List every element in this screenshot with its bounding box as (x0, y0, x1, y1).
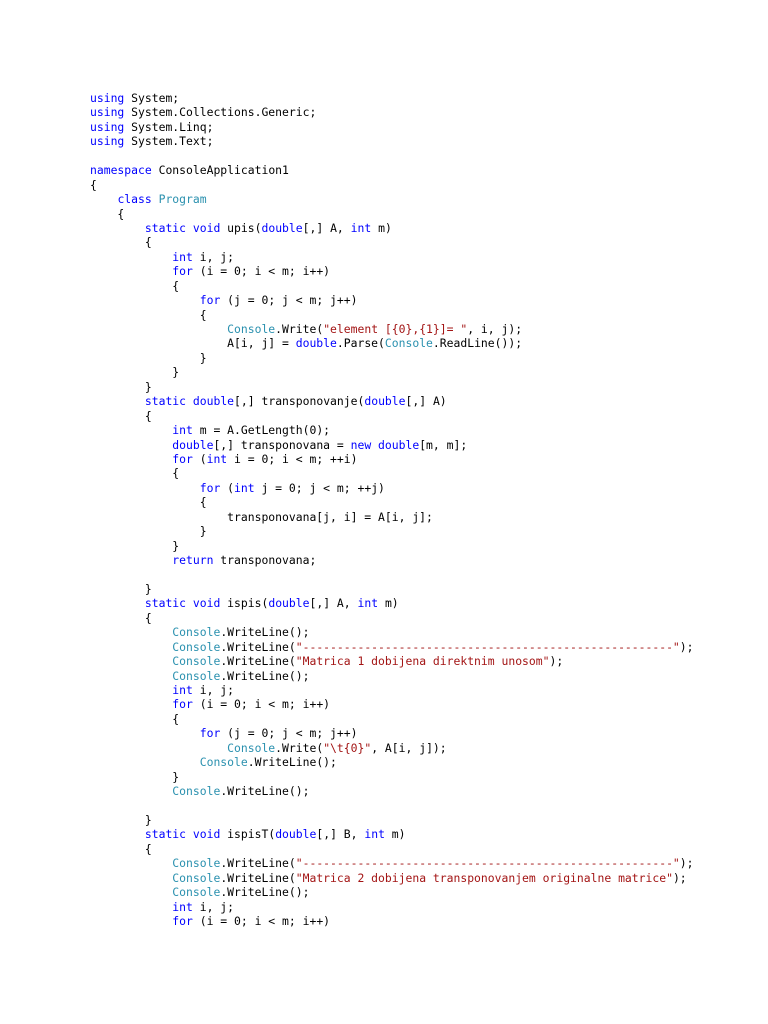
code-token (90, 596, 145, 610)
code-token (90, 784, 172, 798)
code-line (90, 654, 694, 668)
code-line (90, 813, 694, 827)
code-token: .WriteLine( (220, 654, 296, 669)
code-token: { (90, 177, 97, 192)
code-token: (i = 0; i < m; i++) (192, 913, 331, 928)
code-line (90, 409, 694, 423)
code-token: } (90, 581, 152, 596)
code-token: [,] A, (302, 220, 351, 235)
code-line (90, 279, 694, 293)
code-line (90, 640, 694, 654)
code-line (90, 336, 694, 350)
code-line (90, 495, 694, 509)
code-line (90, 423, 694, 437)
code-token (90, 640, 172, 654)
code-token: [,] A) (405, 394, 447, 409)
code-line (90, 163, 694, 177)
keyword-token: int (206, 451, 228, 466)
code-token (90, 683, 172, 697)
code-token: ConsoleApplication1 (151, 163, 289, 178)
code-token: .WriteLine(); (220, 625, 310, 640)
code-token: (j = 0; j < m; j++) (220, 293, 358, 308)
code-token: .Write( (275, 740, 324, 755)
keyword-token: double (261, 220, 303, 235)
type-token: Console (172, 870, 221, 885)
code-token (90, 827, 145, 841)
code-listing (90, 91, 694, 928)
keyword-token: static (144, 827, 187, 842)
code-token (90, 481, 200, 495)
code-line (90, 351, 694, 365)
code-token: System.Text; (124, 134, 214, 149)
code-token (90, 669, 172, 683)
keyword-token: static (144, 220, 187, 235)
code-token: , A[i, j]); (371, 740, 447, 755)
code-line (90, 596, 694, 610)
code-token (90, 221, 145, 235)
code-token (90, 697, 172, 711)
code-token: } (90, 538, 180, 553)
code-token (90, 192, 117, 206)
code-line (90, 553, 694, 567)
keyword-token: double (172, 437, 214, 452)
string-token: "Matrica 2 dobijena transponovanjem originalne matrice" (295, 870, 673, 885)
code-token: { (90, 235, 152, 250)
string-token: "\t{0}" (323, 740, 372, 755)
code-token: .Parse( (336, 336, 385, 351)
code-line (90, 625, 694, 639)
code-token (186, 394, 193, 408)
keyword-token: static (144, 596, 187, 611)
code-token: { (90, 841, 152, 856)
code-token (186, 221, 193, 235)
code-token (90, 452, 172, 466)
type-token: Console (227, 322, 276, 336)
code-token: (i = 0; i < m; i++) (192, 264, 331, 279)
code-token: m = A.GetLength(0); (192, 423, 331, 438)
code-token (90, 423, 172, 437)
code-line (90, 885, 694, 899)
code-token: ( (220, 480, 235, 495)
keyword-token: for (199, 293, 221, 308)
code-line (90, 452, 694, 466)
type-token: Console (172, 639, 221, 654)
keyword-token: static (144, 394, 187, 409)
code-line (90, 741, 694, 755)
code-token: } (90, 350, 207, 365)
code-token: .WriteLine(); (247, 755, 337, 770)
code-token (152, 192, 159, 206)
keyword-token: int (172, 682, 193, 697)
code-token (90, 871, 172, 885)
code-token (90, 250, 172, 264)
code-token: } (90, 812, 152, 827)
code-token: i = 0; i < m; ++i) (227, 451, 358, 466)
keyword-token: int (357, 596, 379, 611)
code-token: .WriteLine( (220, 639, 296, 654)
code-token: [,] A, (309, 596, 358, 611)
code-token: .WriteLine(); (220, 784, 310, 798)
code-line (90, 914, 694, 928)
code-line (90, 120, 694, 134)
code-line (90, 394, 694, 408)
code-token: } (90, 379, 152, 394)
keyword-token: double (268, 596, 310, 611)
code-token: ); (549, 654, 564, 669)
type-token: Program (158, 192, 207, 207)
type-token: Console (199, 755, 248, 770)
keyword-token: double (364, 394, 406, 409)
code-token: } (90, 365, 180, 380)
code-token: ( (192, 451, 207, 466)
code-token: { (90, 466, 180, 481)
code-token: .WriteLine( (220, 856, 296, 871)
code-line (90, 567, 694, 581)
keyword-token: double (275, 827, 317, 842)
code-token (90, 625, 172, 639)
code-line (90, 91, 694, 105)
keyword-token: int (364, 827, 385, 842)
code-token (90, 914, 172, 928)
code-line (90, 726, 694, 740)
code-token (90, 741, 227, 755)
keyword-token: for (172, 264, 193, 279)
code-line (90, 669, 694, 683)
type-token: Console (384, 336, 433, 351)
code-line (90, 842, 694, 856)
keyword-token: new (350, 437, 372, 452)
code-line (90, 192, 694, 206)
code-line (90, 856, 694, 870)
code-line (90, 250, 694, 264)
code-line (90, 264, 694, 278)
keyword-token: void (192, 220, 221, 235)
code-line (90, 539, 694, 553)
type-token: Console (172, 654, 221, 669)
code-line (90, 755, 694, 769)
code-token: (i = 0; i < m; i++) (192, 697, 331, 712)
code-token: (j = 0; j < m; j++) (220, 726, 358, 741)
code-token (90, 885, 172, 899)
code-line (90, 207, 694, 221)
keyword-token: for (172, 451, 193, 466)
code-token (90, 553, 172, 567)
keyword-token: using (90, 91, 125, 105)
code-token: { (90, 495, 207, 510)
code-token: [,] transponovana = (213, 437, 351, 452)
code-token: m) (378, 596, 399, 611)
code-token: ispis( (220, 596, 269, 611)
code-token: j = 0; j < m; ++j) (254, 480, 385, 495)
keyword-token: for (172, 913, 193, 928)
code-token: m) (384, 827, 406, 842)
code-token (186, 827, 193, 841)
string-token: "------------------------------------------------------" (295, 639, 680, 654)
code-token (90, 394, 145, 408)
code-line (90, 105, 694, 119)
code-line (90, 293, 694, 307)
code-token (90, 438, 172, 452)
code-line (90, 524, 694, 538)
code-token: i, j; (192, 682, 235, 697)
code-line (90, 235, 694, 249)
keyword-token: int (234, 480, 255, 495)
keyword-token: return (172, 553, 214, 567)
code-token (90, 726, 200, 740)
code-line (90, 510, 694, 524)
code-token (90, 293, 200, 307)
keyword-token: int (350, 220, 372, 235)
keyword-token: namespace (90, 163, 152, 178)
code-line (90, 798, 694, 812)
code-token: ); (672, 870, 687, 885)
code-line (90, 365, 694, 379)
code-token: { (90, 408, 152, 423)
code-line (90, 712, 694, 726)
type-token: Console (172, 625, 221, 640)
code-token (90, 322, 227, 336)
keyword-token: double (192, 394, 235, 409)
code-token: , i, j); (467, 322, 523, 336)
code-token: [m, m]; (419, 437, 468, 452)
code-line (90, 178, 694, 192)
code-line (90, 582, 694, 596)
code-token: .WriteLine(); (220, 668, 310, 683)
code-token: transponovana; (213, 553, 317, 567)
code-token: System; (124, 91, 180, 105)
keyword-token: void (192, 596, 221, 611)
code-token: { (90, 206, 125, 221)
code-token: { (90, 610, 152, 625)
code-token: ispisT( (220, 827, 276, 842)
code-token (90, 264, 172, 278)
code-line (90, 697, 694, 711)
code-token: .ReadLine()); (432, 336, 523, 351)
keyword-token: int (172, 899, 193, 914)
code-line (90, 827, 694, 841)
code-token: { (90, 278, 180, 293)
keyword-token: int (172, 249, 193, 264)
keyword-token: for (199, 480, 221, 495)
code-line (90, 221, 694, 235)
code-token: A[i, j] = (90, 336, 296, 351)
keyword-token: void (192, 827, 221, 842)
code-line (90, 322, 694, 336)
code-token: System.Linq; (124, 119, 214, 134)
keyword-token: for (199, 726, 221, 741)
string-token: "Matrica 1 dobijena direktnim unosom" (295, 654, 550, 669)
code-line (90, 481, 694, 495)
code-line (90, 871, 694, 885)
code-line (90, 466, 694, 480)
code-token: ); (679, 856, 694, 871)
code-line (90, 784, 694, 798)
code-token: upis( (220, 220, 262, 235)
code-line (90, 149, 694, 163)
code-token: i, j; (192, 899, 235, 914)
code-line (90, 134, 694, 148)
keyword-token: using (90, 119, 125, 134)
string-token: "------------------------------------------------------" (295, 856, 680, 871)
code-line (90, 308, 694, 322)
keyword-token: double (378, 437, 420, 452)
code-token: ); (679, 639, 694, 654)
type-token: Console (172, 885, 221, 900)
code-token: .WriteLine( (220, 870, 296, 885)
code-token: } (90, 524, 207, 539)
code-token: m) (371, 220, 392, 235)
code-token: i, j; (192, 249, 235, 264)
code-token: transponovana[j, i] = A[i, j]; (90, 509, 433, 524)
code-token: } (90, 769, 180, 784)
keyword-token: int (172, 423, 193, 438)
code-token: .Write( (275, 322, 324, 336)
type-token: Console (172, 856, 221, 871)
keyword-token: double (295, 336, 337, 351)
code-token (90, 755, 200, 769)
type-token: Console (172, 668, 221, 683)
code-token: System.Collections.Generic; (124, 105, 317, 120)
code-token: .WriteLine(); (220, 885, 310, 900)
code-token: { (90, 711, 180, 726)
code-token (90, 900, 172, 914)
keyword-token: using (90, 134, 125, 149)
string-token: "element [{0},{1}]= " (323, 322, 468, 336)
code-line (90, 611, 694, 625)
code-line (90, 380, 694, 394)
code-line (90, 438, 694, 452)
keyword-token: for (172, 697, 193, 712)
code-token (90, 654, 172, 668)
type-token: Console (227, 740, 276, 755)
keyword-token: using (90, 105, 125, 120)
code-token (186, 596, 193, 610)
code-line (90, 683, 694, 697)
type-token: Console (172, 784, 221, 798)
code-token: [,] transponovanje( (234, 394, 365, 409)
keyword-token: class (117, 192, 152, 207)
code-line (90, 900, 694, 914)
code-token: [,] B, (316, 827, 365, 842)
code-line (90, 770, 694, 784)
code-token: { (90, 307, 207, 322)
code-token (90, 856, 172, 870)
